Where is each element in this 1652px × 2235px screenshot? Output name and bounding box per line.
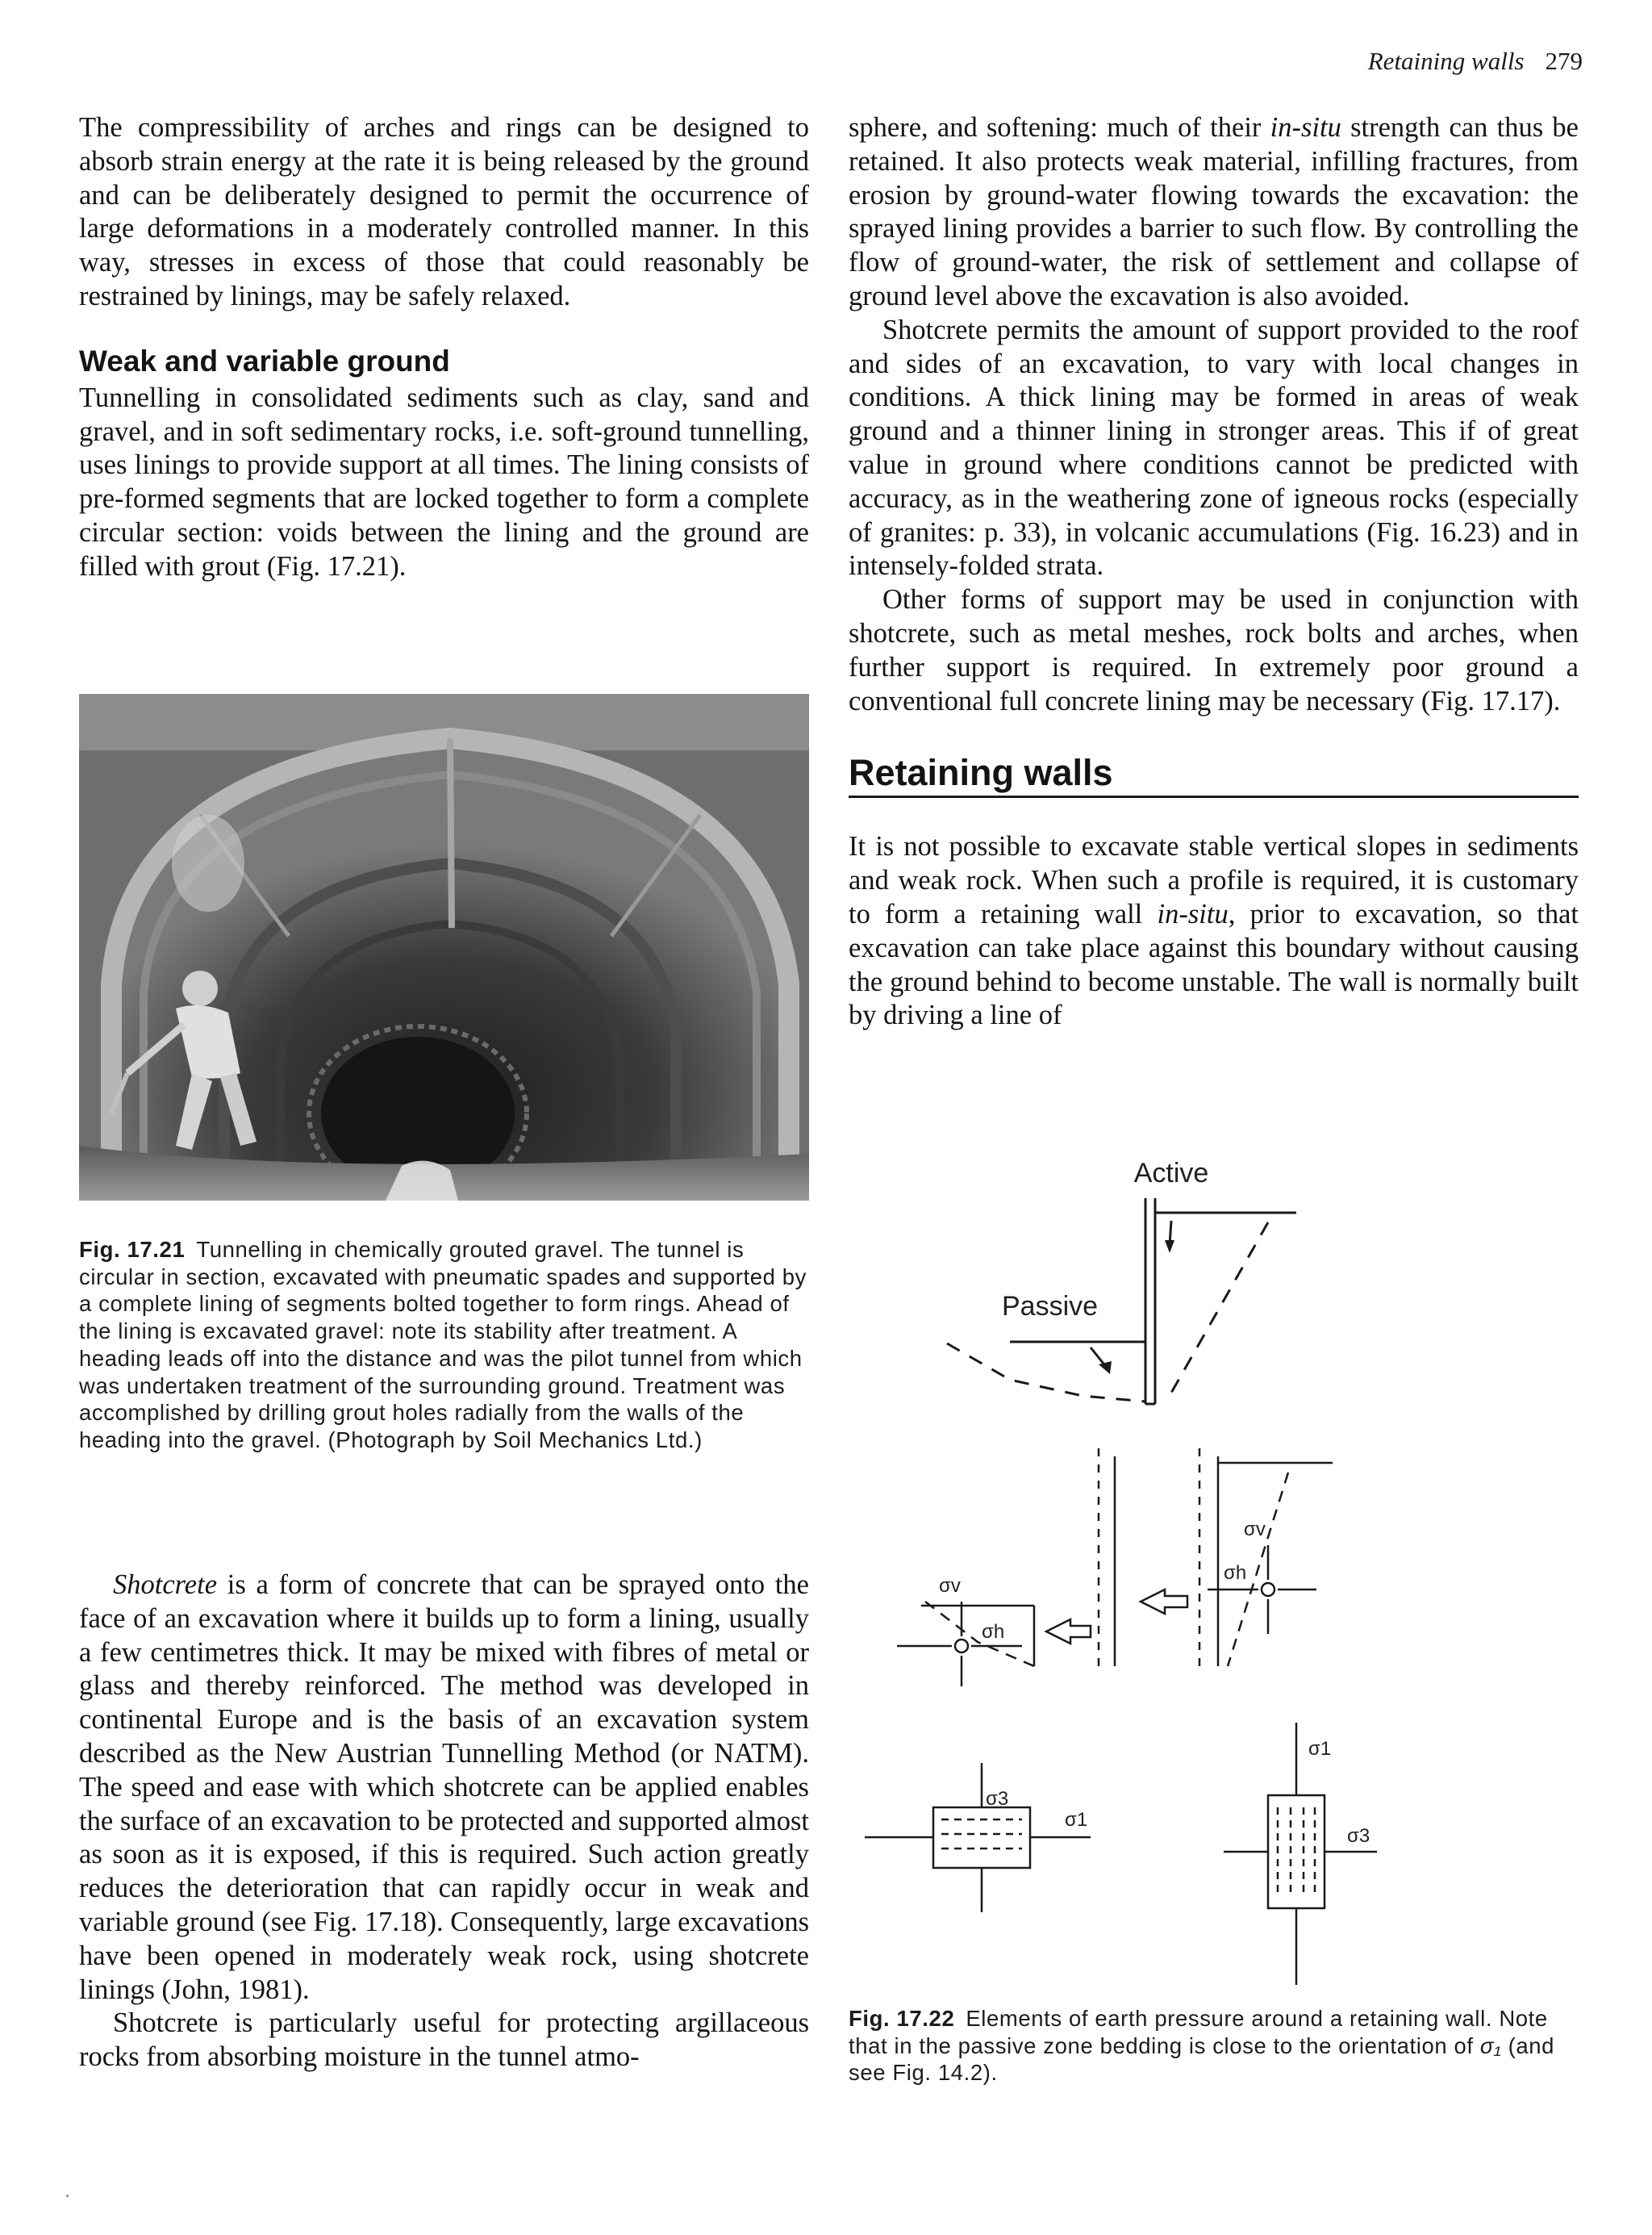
term-shotcrete: Shotcrete	[113, 1569, 218, 1600]
label-sigma-v-left: σv	[939, 1575, 961, 1597]
label-sigma-1-vertical-block: σ1	[1308, 1738, 1332, 1760]
running-head	[1368, 47, 1583, 76]
figure-label: Fig. 17.21	[79, 1237, 186, 1262]
paragraph-soft-ground-tunnelling: Tunnelling in consolidated sediments such as clay, sand and gravel, and in soft sedimentary rocks, i.e. soft-ground tunnelling, uses linings to provide support at all times. The lining consists of pre-formed segments that are locked together to form a complete circular section: voids between the lining and the ground are filled with grout (Fig. 17.21).	[79, 382, 809, 582]
earth-pressure-diagram	[849, 1150, 1579, 1993]
shotcrete-text: is a form of concrete that can be sprayed onto the face of an excavation where it builds up to form a lining, usually a few centimetres thick. It may be mixed with fibres of metal or glass and thereby reinforced. The method was developed in continental Europe and is the basis of an excavation system described as the New Austrian Tunnelling Method (or NATM). The speed and ease with which shotcrete can be applied enables the surface of an excavation to be protected and supported almost as soon as it is exposed, if this is required. Such action greatly reduces the deterioration that can rapidly occur in weak and variable ground (see Fig. 17.18). Consequently, large excavations have been opened in moderately weak rock, using shotcrete linings (John, 1981).	[79, 1569, 809, 2005]
passive-arrow-head	[1099, 1361, 1112, 1374]
section-heading-retaining-walls: Retaining walls	[849, 752, 1579, 798]
figure-label: Fig. 17.22	[849, 2006, 955, 2031]
page-number: 279	[1545, 47, 1583, 75]
label-sigma-3-horizontal-block: σ3	[986, 1788, 1009, 1810]
paragraph-shotcrete	[79, 1569, 809, 2007]
label-sigma-3-vertical-block: σ3	[1347, 1825, 1370, 1847]
running-title: Retaining walls	[1367, 47, 1525, 75]
figure-17-21-caption	[79, 1236, 809, 1454]
term-in-situ: in-situ	[1270, 112, 1341, 143]
label-active: Active	[1133, 1158, 1209, 1189]
scan-speck	[66, 2195, 69, 2197]
label-passive: Passive	[1002, 1291, 1099, 1322]
text-run: strength can thus be retained. It also protects weak material, infilling fractures, from erosion by ground-water flowing towards the excavation: the sprayed lining provides a barrier to such flow. By controlling the flow of ground-water, the risk of settlement and collapse of ground level above the excavation is also avoided.	[849, 112, 1579, 311]
caption-text: Elements of earth pressure around a retaining wall. Note that in the passive zone bedding is close to the orientation of	[849, 2006, 1548, 2058]
label-sigma-h-right: σh	[1224, 1562, 1247, 1584]
subheading-weak-ground: Weak and variable ground	[79, 344, 450, 378]
text-run: sphere, and softening: much of their	[849, 112, 1270, 143]
text-run: , prior to excavation, so that excavation can take place against this boundary without causing the ground behind to become unstable. The wall is normally built by driving a line of	[849, 898, 1579, 1031]
term-in-situ: in-situ	[1157, 898, 1229, 930]
caption-text: Tunnelling in chemically grouted gravel. The tunnel is circular in section, excavated with pneumatic spades and supported by a complete lining of segments bolted together to form rings. Ahead of the lining is excavated gravel: note its stability after treatment. A heading leads off into the distance and was the pilot tunnel from which was undertaken treatment of the surrounding ground. Treatment was accomplished by drilling grout holes radially from the walls of the heading into the gravel. (Photograph by Soil Mechanics Ltd.)	[79, 1237, 807, 1452]
paragraph-support-variation: Shotcrete permits the amount of support provided to the roof and sides of an excavation, to vary with local changes in conditions. A thick lining may be formed in areas of weak ground and a thinner lining in stronger areas. This if of great value in ground where conditions cannot be predicted with accuracy, as in the weathering zone of igneous rocks (especially of granites: p. 33), in volcanic accumulations (Fig. 16.23) and in intensely-folded strata.	[849, 314, 1579, 582]
paragraph-argillaceous: Shotcrete is particularly useful for protecting argillaceous rocks from absorbing moisture in the tunnel atmo-	[79, 2007, 809, 2073]
figure-17-22-caption	[849, 2005, 1579, 2087]
caption-text: (and see Fig. 14.2).	[849, 2032, 1555, 2086]
sigma-1-symbol: σ₁	[1479, 2032, 1502, 2058]
paragraph-compressibility: The compressibility of arches and rings can be designed to absorb strain energy at the rate it is being released by the ground and can be deliberately designed to permit the occurrence of large deformations in a moderately controlled manner. In this way, stresses in excess of those that could reasonably be restrained by linings, may be safely relaxed.	[79, 112, 809, 311]
label-sigma-1-horizontal-block: σ1	[1065, 1809, 1088, 1831]
tunnel-photo-illustration	[79, 694, 809, 1201]
right-column	[849, 111, 1579, 1033]
active-arrow-head	[1165, 1240, 1174, 1253]
paragraph-other-support: Other forms of support may be used in conjunction with shotcrete, such as metal meshes, rock bolts and arches, when further support is required. In extremely poor ground a conventional full concrete lining may be necessary (Fig. 17.17).	[849, 584, 1579, 716]
text-run: It is not possible to excavate stable vertical slopes in sediments and weak rock. When such a profile is required, it is customary to form a retaining wall	[849, 831, 1579, 930]
tunnel-photograph	[79, 694, 809, 1201]
left-column-upper	[79, 111, 809, 584]
label-sigma-h-left: σh	[982, 1621, 1005, 1643]
paragraph-retaining-walls	[849, 830, 1579, 1033]
left-column-lower	[79, 1569, 809, 2074]
paragraph-sphere-softening	[849, 111, 1579, 314]
label-sigma-v-right: σv	[1244, 1519, 1266, 1540]
